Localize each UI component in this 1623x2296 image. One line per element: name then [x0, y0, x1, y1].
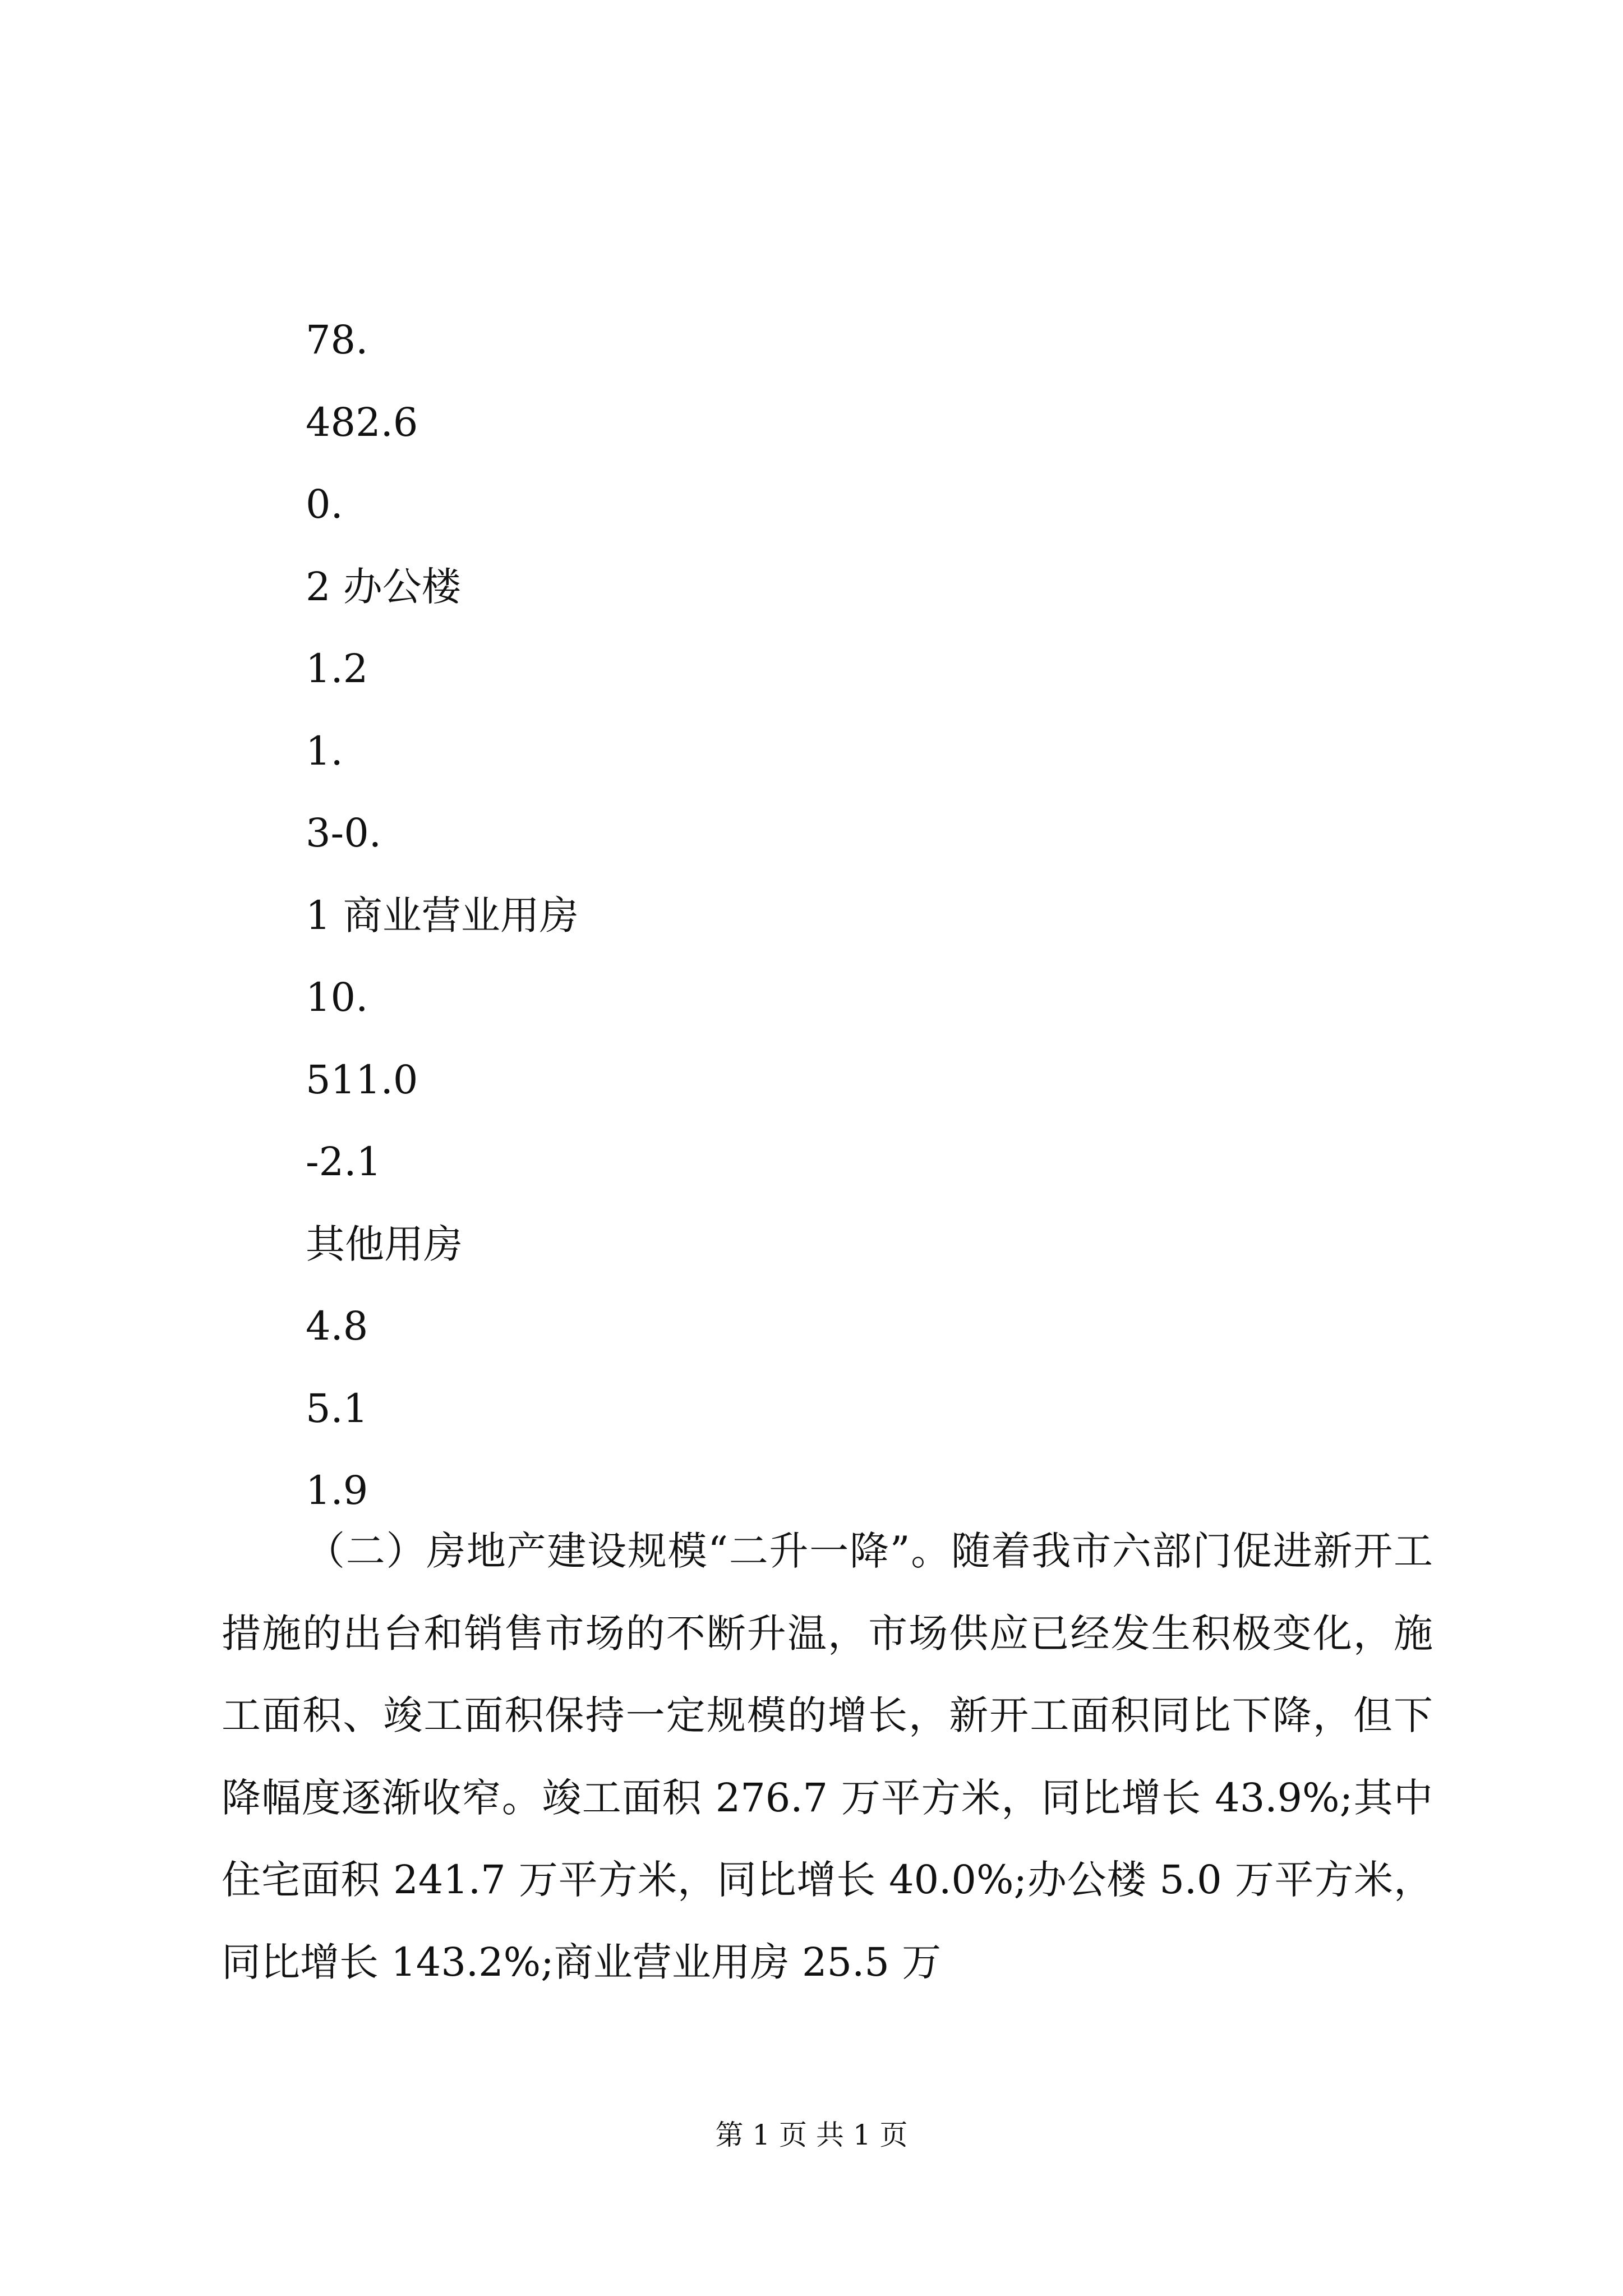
list-item: 2 办公楼	[306, 563, 461, 610]
list-item: 4.8	[306, 1303, 368, 1349]
value-list	[306, 315, 579, 1548]
list-item: 其他用房	[306, 1221, 463, 1267]
list-item: -2.1	[306, 1139, 381, 1185]
body-paragraph: （二）房地产建设规模“二升一降”。随着我市六部门促进新开工措施的出台和销售市场的不断升温，市场供应已经发生积极变化，施工面积、竣工面积保持一定规模的增长，新开工面积同比下降，但下降幅度逐渐收窄。竣工面积 276.7 万平方米，同比增长 43.9%;其中住宅面积 241.7 万平方米，同比增长 40.0%;办公楼 5.0 万平方米，同比增长 143.2%;商业营业用房 25.5 万	[222, 1528, 1433, 1985]
list-item: 1.9	[306, 1467, 368, 1513]
list-item: 3-0.	[306, 810, 381, 856]
page-footer: 第 1 页 共 1 页	[715, 2119, 908, 2151]
list-item: 1.	[306, 728, 343, 774]
list-item: 511.0	[306, 1056, 418, 1103]
list-item: 0.	[306, 481, 343, 527]
list-item: 1 商业营业用房	[306, 892, 579, 938]
list-item: 5.1	[306, 1385, 368, 1432]
list-item: 482.6	[306, 399, 418, 445]
list-item: 10.	[306, 974, 368, 1020]
list-item: 78.	[306, 317, 368, 363]
list-item: 1.2	[306, 646, 368, 692]
